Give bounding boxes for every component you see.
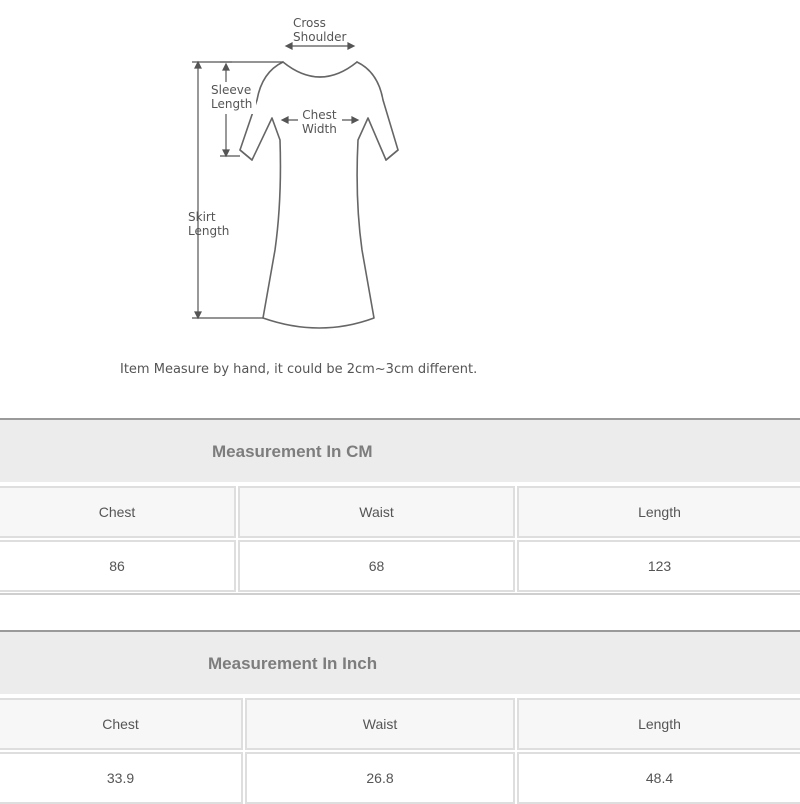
- header-chest: Chest: [0, 486, 236, 538]
- value-waist: 26.8: [245, 752, 515, 804]
- header-waist: Waist: [245, 698, 515, 750]
- table-bottom-border: [0, 593, 800, 595]
- header-length: Length: [517, 698, 800, 750]
- dress-outline-icon: [0, 0, 800, 400]
- chest-width-label: Chest Width: [302, 108, 337, 136]
- inch-measurement-table: [0, 630, 800, 800]
- measurement-note: Item Measure by hand, it could be 2cm~3cm different.: [120, 362, 478, 377]
- cm-measurement-table: [0, 418, 800, 594]
- sleeve-length-label: Sleeve Length: [211, 83, 253, 111]
- table-title-bar: [0, 630, 800, 694]
- value-chest: 33.9: [0, 752, 243, 804]
- table-title: Measurement In CM: [212, 442, 373, 461]
- cross-shoulder-label: Cross Shoulder: [293, 16, 347, 44]
- header-chest: Chest: [0, 698, 243, 750]
- table-title: Measurement In Inch: [208, 654, 378, 673]
- dress-diagram: [0, 0, 800, 400]
- value-waist: 68: [238, 540, 515, 592]
- table-title-bar: [0, 418, 800, 482]
- value-length: 48.4: [517, 752, 800, 804]
- value-length: 123: [517, 540, 800, 592]
- value-chest: 86: [0, 540, 236, 592]
- header-length: Length: [517, 486, 800, 538]
- header-waist: Waist: [238, 486, 515, 538]
- skirt-length-label: Skirt Length: [188, 210, 230, 238]
